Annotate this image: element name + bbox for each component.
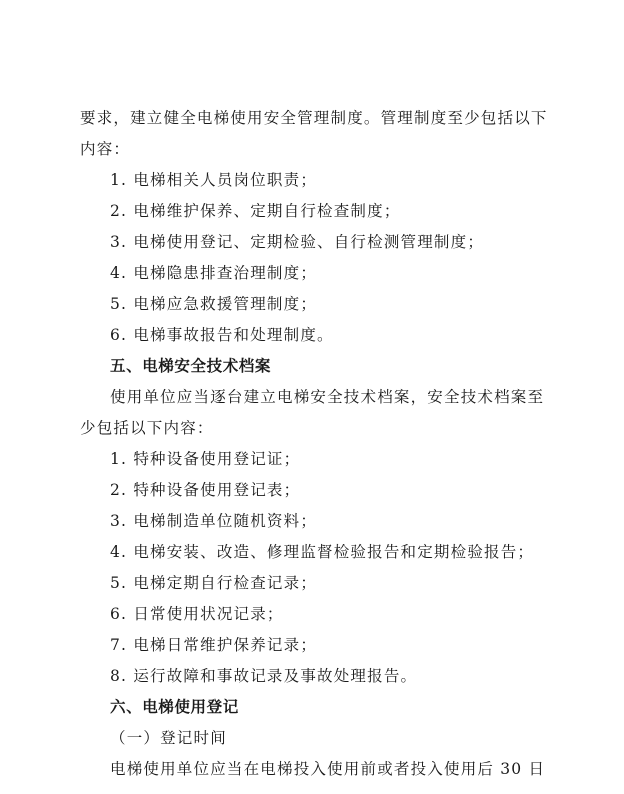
- list-item: 6. 日常使用状况记录；: [110, 605, 284, 623]
- list-item: 1. 特种设备使用登记证；: [110, 450, 301, 468]
- list-item: 5. 电梯定期自行检查记录；: [110, 574, 318, 592]
- list-item: 2. 特种设备使用登记表；: [110, 481, 301, 499]
- subsection-heading: （一）登记时间: [110, 729, 227, 747]
- list-item: 3. 电梯使用登记、定期检验、自行检测管理制度；: [110, 233, 485, 251]
- list-item: 4. 电梯安装、改造、修理监督检验报告和定期检验报告；: [110, 543, 535, 561]
- list-item: 3. 电梯制造单位随机资料；: [110, 512, 318, 530]
- section-heading: 五、电梯安全技术档案: [110, 357, 272, 375]
- paragraph-line: 电梯使用单位应当在电梯投入使用前或者投入使用后 30 日: [110, 760, 546, 778]
- list-item: 6. 电梯事故报告和处理制度。: [110, 326, 334, 344]
- list-item: 5. 电梯应急救援管理制度；: [110, 295, 318, 313]
- paragraph-line: 少包括以下内容：: [80, 419, 214, 437]
- list-item: 8. 运行故障和事故记录及事故处理报告。: [110, 667, 418, 685]
- paragraph-line: 使用单位应当逐台建立电梯安全技术档案，安全技术档案至: [110, 388, 545, 406]
- paragraph-line: 要求，建立健全电梯使用安全管理制度。管理制度至少包括以下: [80, 109, 548, 127]
- list-item: 7. 电梯日常维护保养记录；: [110, 636, 318, 654]
- list-item: 1. 电梯相关人员岗位职责；: [110, 171, 318, 189]
- list-item: 4. 电梯隐患排查治理制度；: [110, 264, 318, 282]
- section-heading: 六、电梯使用登记: [110, 698, 239, 716]
- paragraph-line: 内容：: [80, 140, 131, 158]
- list-item: 2. 电梯维护保养、定期自行检查制度；: [110, 202, 401, 220]
